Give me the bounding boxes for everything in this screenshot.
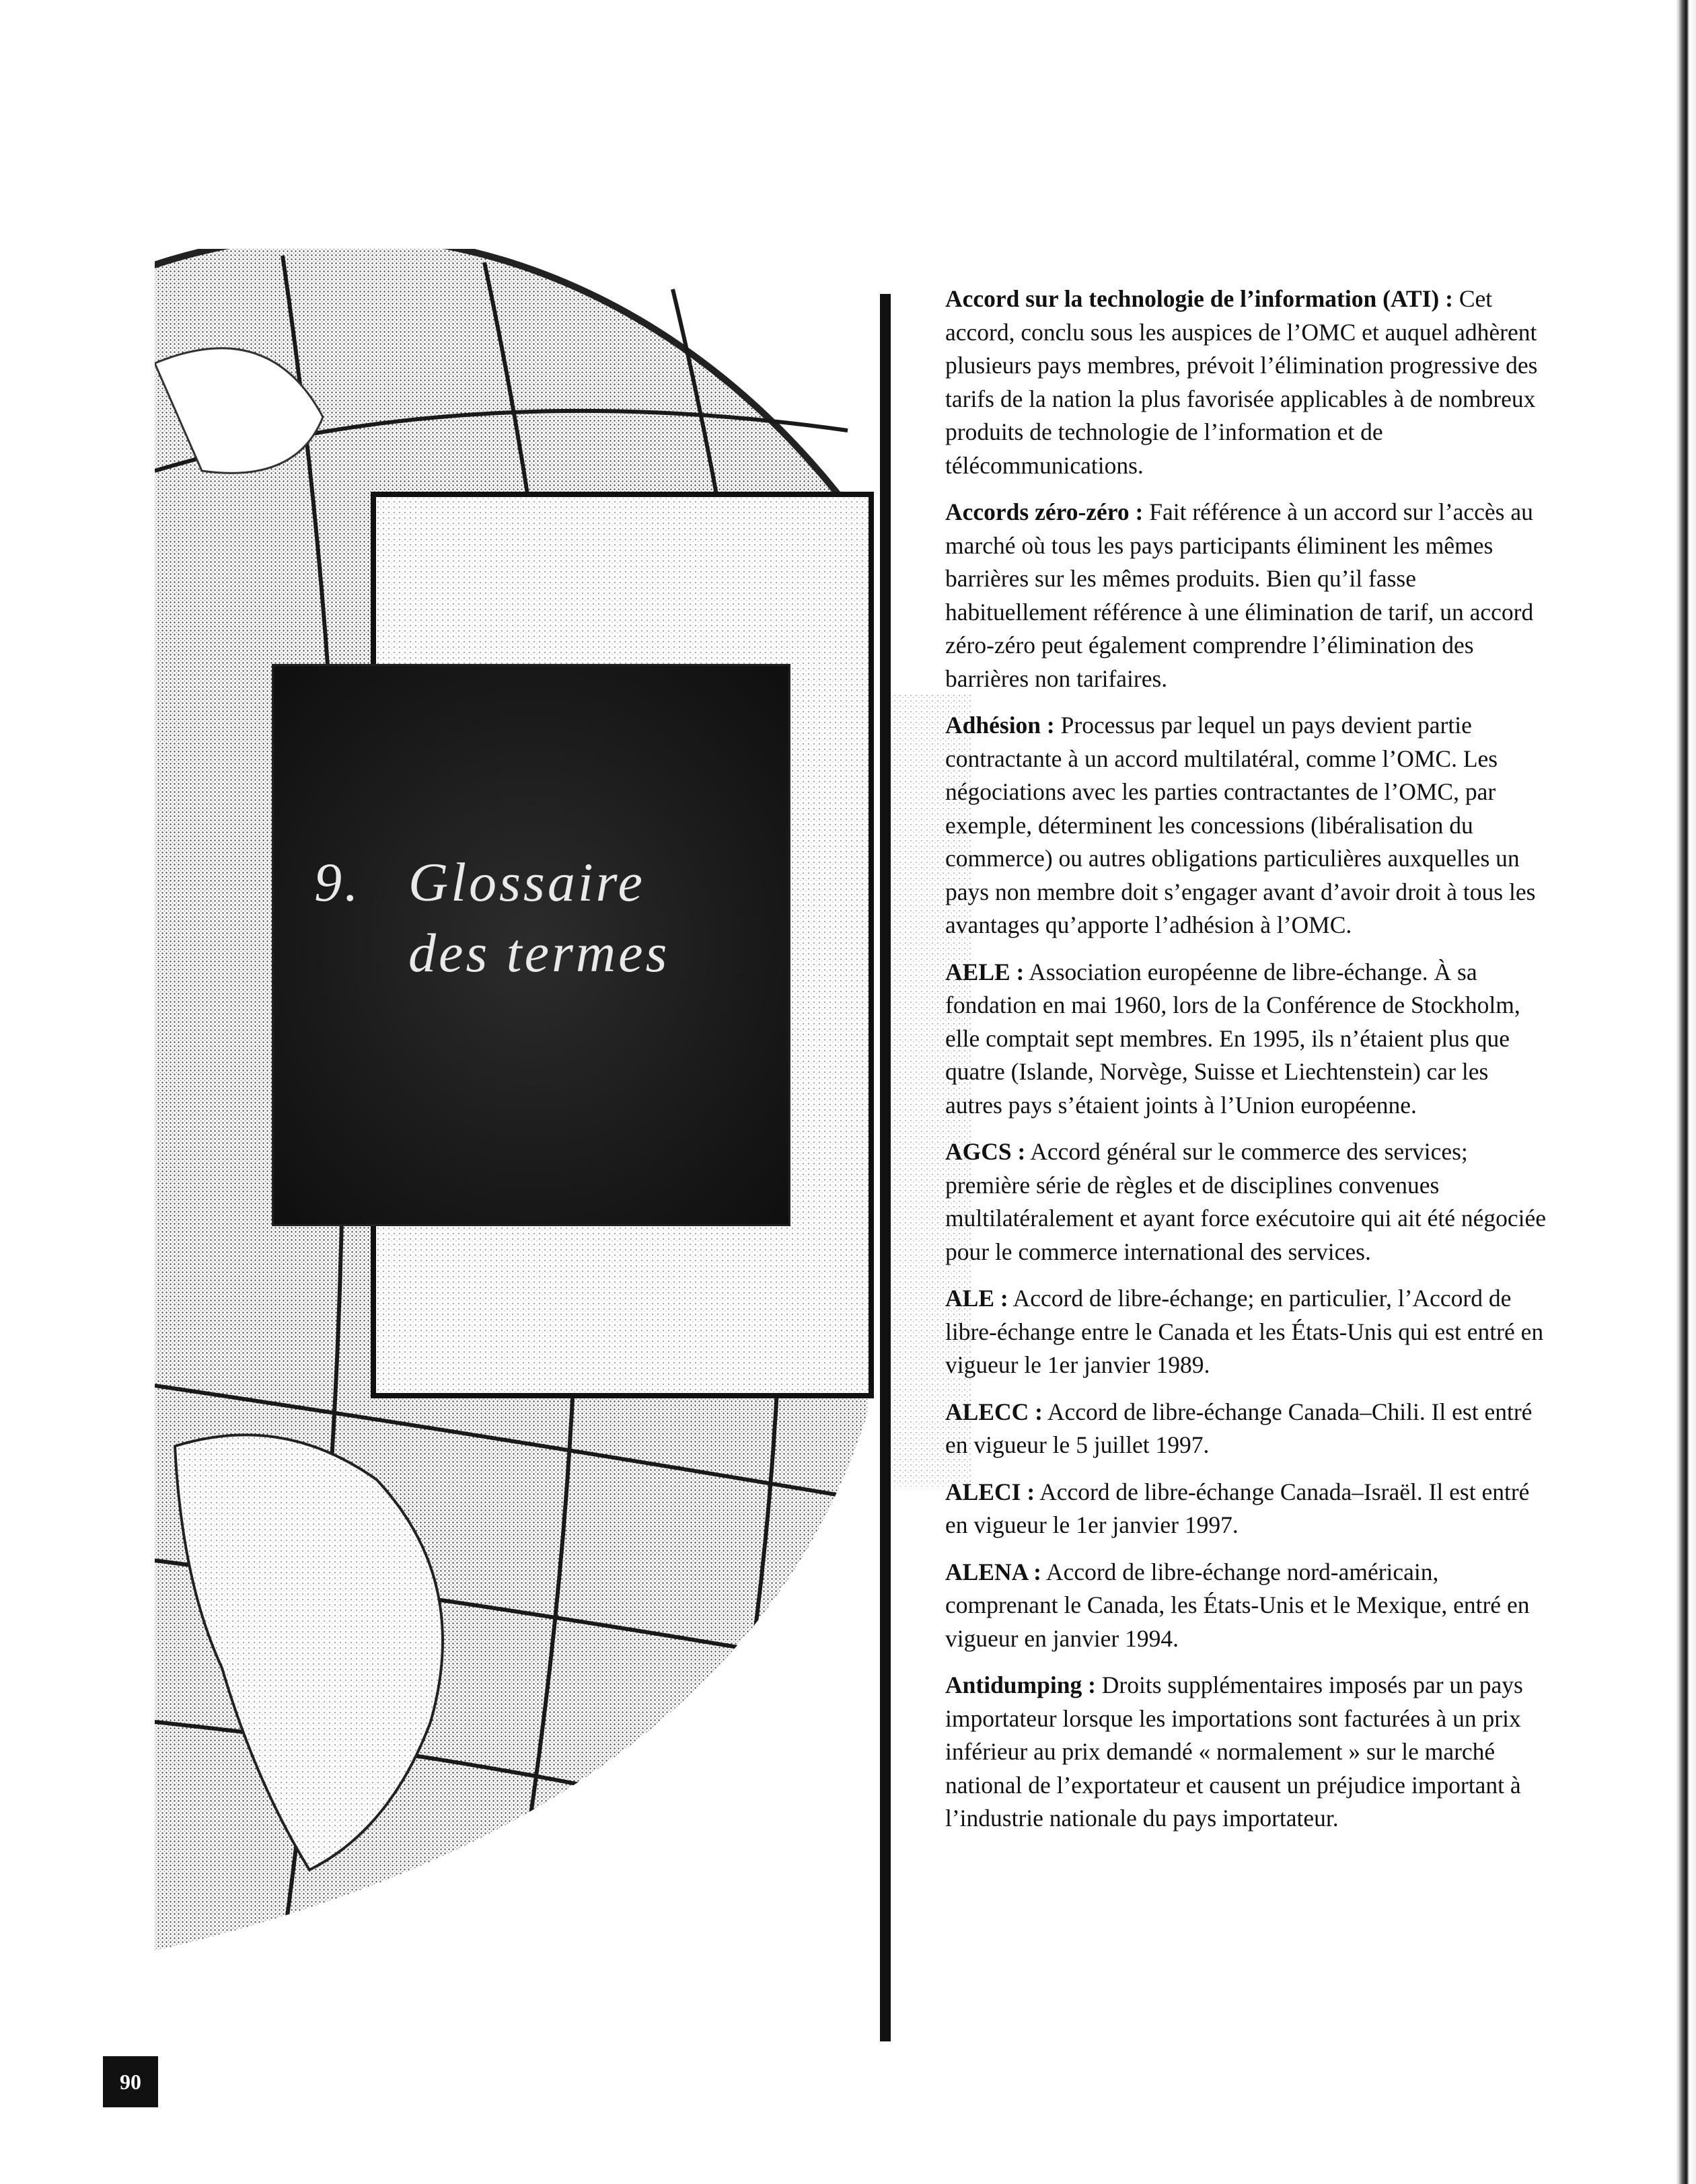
glossary-term: Accord sur la technologie de l’information (ATI) : bbox=[945, 285, 1453, 312]
glossary-definition: Accord de libre-échange; en particulier, l’Accord de libre-échange entre le Canada et les États-Unis qui est entré en vigueur le 1er janvier 1989. bbox=[945, 1285, 1544, 1378]
glossary-entry bbox=[945, 1669, 1551, 1836]
chapter-heading-box bbox=[274, 666, 788, 1224]
glossary-definition: Association européenne de libre-échange. À sa fondation en mai 1960, lors de la Conférence de Stockholm, elle comptait sept membres. En 1995, ils n’étaient plus que quatre (Islande, Norvège, Suisse et Liechtenstein) car les autres pays s’étaient joints à l’Union européenne. bbox=[945, 958, 1520, 1119]
glossary-definition: Droits supplémentaires imposés par un pays importateur lorsque les importations sont facturées à un prix inférieur au prix demandé « normalement » sur le marché national de l’exportateur et causent un préjudice important à l’industrie nationale du pays importateur. bbox=[945, 1671, 1523, 1832]
glossary-term: ALECC : bbox=[945, 1398, 1043, 1425]
glossary-entry bbox=[945, 1135, 1551, 1269]
chapter-number: 9. bbox=[314, 852, 361, 913]
glossary-definition: Accord de libre-échange nord-américain, comprenant le Canada, les États-Unis et le Mexique, entré en vigueur en janvier 1994. bbox=[945, 1558, 1530, 1652]
glossary-entry bbox=[945, 956, 1551, 1123]
chapter-title-line1: Glossaire bbox=[408, 852, 645, 913]
glossary-definition: Accord de libre-échange Canada–Israël. Il est entré en vigueur le 1er janvier 1997. bbox=[945, 1478, 1530, 1538]
glossary-entry bbox=[945, 496, 1551, 695]
glossary-entry bbox=[945, 1396, 1551, 1462]
glossary-entry bbox=[945, 1476, 1551, 1542]
glossary-term: ALECI : bbox=[945, 1478, 1035, 1505]
glossary-definition: Accord général sur le commerce des services; première série de règles et de disciplines convenues multilatéralement et ayant force exécutoire qui ait été négociée pour le commerce international des services. bbox=[945, 1138, 1546, 1265]
glossary-term: AELE : bbox=[945, 958, 1025, 985]
chapter-title-line2: des termes bbox=[408, 921, 670, 983]
glossary-term: ALE : bbox=[945, 1285, 1008, 1312]
glossary-term: Accords zéro-zéro : bbox=[945, 498, 1144, 525]
glossary-term: ALENA : bbox=[945, 1558, 1042, 1585]
glossary-entry bbox=[945, 1556, 1551, 1656]
glossary-entry bbox=[945, 283, 1551, 482]
page-number: 90 bbox=[103, 2056, 158, 2107]
glossary-term: Antidumping : bbox=[945, 1671, 1096, 1698]
glossary-entry bbox=[945, 1282, 1551, 1382]
glossary-list bbox=[945, 283, 1551, 1849]
glossary-definition: Processus par lequel un pays devient partie contractante à un accord multilatéral, comme l’OMC. Les négociations avec les parties contractantes de l’OMC, par exemple, déterminent les concessions (libéralisation du commerce) ou autres obligations particulières auxquelles un pays non membre doit s’engager avant d’avoir droit à tous les avantages qu’apporte l’adhésion à l’OMC. bbox=[945, 712, 1536, 938]
glossary-definition: Cet accord, conclu sous les auspices de l’OMC et auquel adhèrent plusieurs pays membres, prévoit l’élimination progressive des tarifs de la nation la plus favorisée applicables à de nombreux produits de technologie de l’information et de télécommunications. bbox=[945, 285, 1538, 479]
chapter-title bbox=[314, 848, 758, 989]
glossary-entry bbox=[945, 709, 1551, 942]
column-divider bbox=[880, 294, 891, 2041]
glossary-definition: Fait référence à un accord sur l’accès au marché où tous les pays participants éliminent les mêmes barrières sur les mêmes produits. Bien qu’il fasse habituellement référence à une élimination de tarif, un accord zéro-zéro peut également comprendre l’élimination des barrières non tarifaires. bbox=[945, 498, 1534, 692]
glossary-term: AGCS : bbox=[945, 1138, 1026, 1165]
glossary-definition: Accord de libre-échange Canada–Chili. Il est entré en vigueur le 5 juillet 1997. bbox=[945, 1398, 1533, 1458]
glossary-term: Adhésion : bbox=[945, 712, 1055, 739]
